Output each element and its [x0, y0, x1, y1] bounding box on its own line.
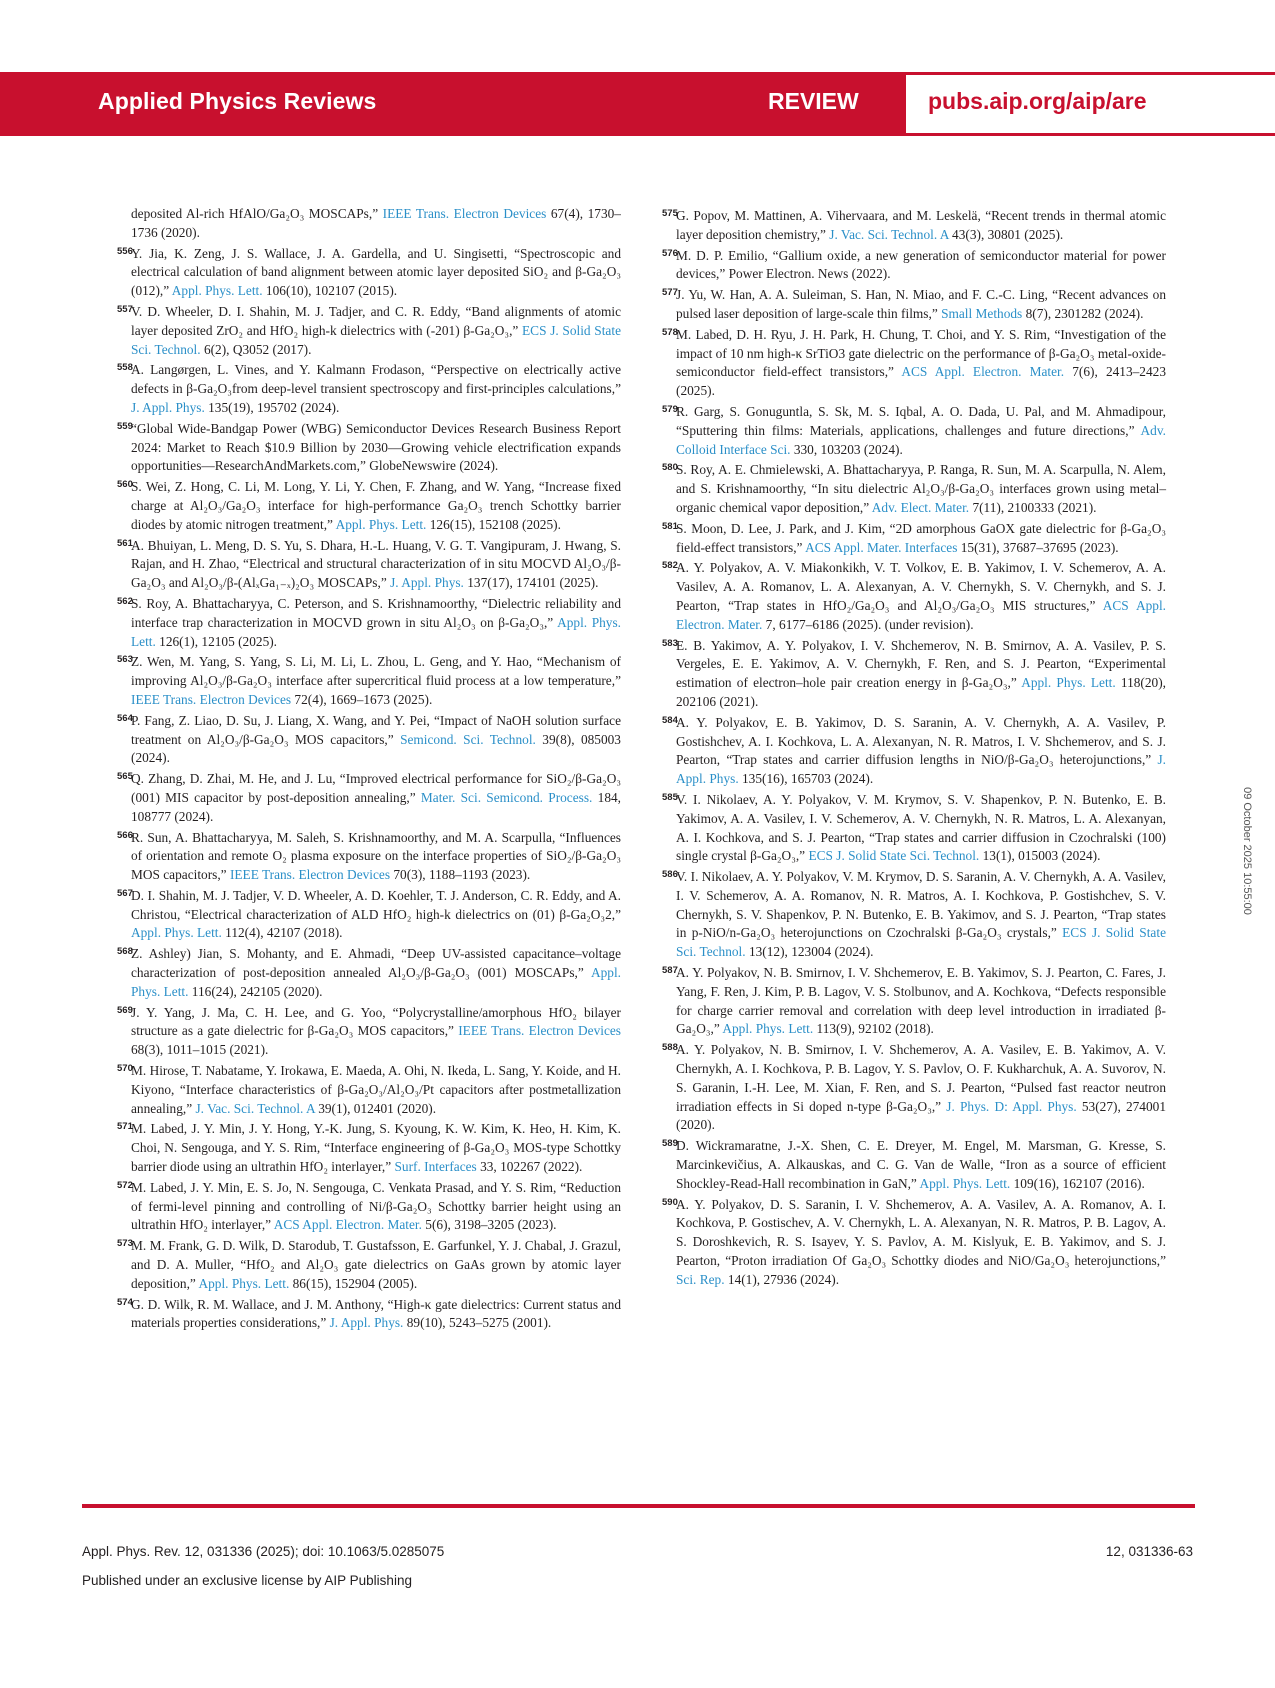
reference-text: J. Yu, W. Han, A. A. Suleiman, S. Han, N. Miao, and F. C.-C. Ling, “Recent advances on pulsed laser deposition of large-scale thin films,” — [676, 287, 1166, 321]
reference-entry — [117, 593, 622, 651]
reference-number: 564 — [117, 712, 133, 724]
reference-number: 574 — [117, 1296, 133, 1308]
reference-number: 565 — [117, 771, 133, 783]
reference-text: R. Garg, S. Gonuguntla, S. Sk, M. S. Iqbal, A. O. Dada, U. Pal, and M. Ahmadipour, “Sputtering thin films: Materials, applications, challenges and future directions,” — [676, 403, 1166, 438]
reference-number: 568 — [117, 946, 133, 958]
reference-journal-link[interactable]: Sci. Rep. — [676, 1271, 725, 1287]
reference-number: 569 — [117, 1004, 133, 1016]
reference-citation-details: 106(10), 102107 (2015). — [262, 283, 398, 299]
reference-number: 576 — [662, 247, 678, 259]
reference-text: R. Sun, A. Bhattacharyya, M. Saleh, S. Krishnamoorthy, and M. A. Scarpulla, “Influences of orientation and remote O₂ plasma exposure on the interface properties of SiO₂/β-Ga₂O₃ MOS capacitors,” — [131, 829, 621, 883]
journal-title: Applied Physics Reviews — [98, 88, 377, 114]
reference-entry — [117, 1002, 621, 1060]
reference-citation-details: 89(10), 5243–5275 (2001). — [403, 1315, 552, 1331]
reference-citation-details: 39(8), 085003 (2024). — [131, 731, 621, 766]
reference-citation-details: 112(4), 42107 (2018). — [221, 925, 343, 941]
reference-citation-details: 330, 103203 (2024). — [790, 441, 903, 457]
reference-journal-link[interactable]: Adv. Colloid Interface Sci. — [676, 422, 1166, 457]
reference-text: A. Langørgen, L. Vines, and Y. Kalmann Frodason, “Perspective on electrically active defects in β-Ga₂O₃from deep-level transient spectroscopy and first-principles calculations,” — [131, 362, 621, 397]
reference-journal-link[interactable]: J. Appl. Phys. — [676, 752, 1166, 787]
reference-number: 589 — [662, 1138, 678, 1150]
reference-citation-details: 184, 108777 (2024). — [131, 789, 621, 824]
reference-number: 559 — [117, 420, 133, 432]
reference-number: 585 — [662, 791, 678, 803]
footer-page-number: 12, 031336-63 — [1105, 1544, 1193, 1559]
reference-citation-details: 67(4), 1730–1736 (2020). — [131, 206, 621, 240]
reference-text: S. Roy, A. Bhattacharyya, C. Peterson, and S. Krishnamoorthy, “Dielectric reliability and interface trap characterization in MOCVD grown in situ Al₂O₃ on β-Ga₂O₃,” — [131, 595, 621, 630]
reference-citation-details: 53(27), 274001 (2020). — [676, 1098, 1166, 1133]
reference-journal-link[interactable]: J. Phys. D: Appl. Phys. — [946, 1098, 1077, 1114]
reference-text: A. Y. Polyakov, A. V. Miakonkikh, V. T. Volkov, E. B. Yakimov, I. V. Schemerov, A. A. Vasilev, A. A. Romanov, L. A. Alexanyan, A. V. Chernykh, S. V. Chernykh, and S. J. Pearton, “Trap states in HfO₂/Ga₂O₃ and Al₂O₃/Ga₂O₃ MIS structures,” — [676, 560, 1166, 613]
reference-entry — [117, 885, 621, 943]
reference-entry — [117, 768, 621, 826]
reference-number: 570 — [117, 1063, 133, 1075]
reference-journal-link[interactable]: ACS Appl. Mater. Interfaces — [805, 539, 958, 555]
reference-citation-details: 39(1), 012401 (2020). — [314, 1100, 437, 1116]
reference-citation-details: 118(20), 202106 (2021). — [676, 675, 1166, 709]
reference-citation-details: 137(17), 174101 (2025). — [463, 575, 599, 591]
reference-number: 577 — [662, 287, 678, 299]
reference-number: 580 — [662, 462, 678, 474]
reference-text: Y. Jia, K. Zeng, J. S. Wallace, J. A. Gardella, and U. Singisetti, “Spectroscopic and electrical calculation of band alignment between atomic layer deposited SiO₂ and β-Ga₂O₃ (012),” — [131, 245, 621, 299]
reference-entry — [662, 712, 1166, 789]
reference-text: A. Y. Polyakov, N. B. Smirnov, I. V. Shchemerov, A. A. Vasilev, E. B. Yakimov, A. V. Chernykh, A. I. Kochkova, P. B. Lagov, Y. S. Pavlov, O. F. Kukharchuk, A. A. Suvorov, N. S. Garanin, I.-H. Lee, M. Xian, F. Ren, and S. J. Pearton, “Pulsed fast reactor neutron irradiation effects in Si doped n-type β-Ga₂O₃,” — [676, 1042, 1166, 1114]
reference-entry — [662, 518, 1166, 558]
reference-text: M. Hirose, T. Nabatame, Y. Irokawa, E. Maeda, A. Ohi, N. Ikeda, L. Sang, Y. Koide, and H. Kiyono, “Interface characteristics of β-Ga₂O₃/Al₂O₃/Pt capacitors after postmetallization annealing,” — [131, 1063, 621, 1116]
reference-text: G. D. Wilk, R. M. Wallace, and J. M. Anthony, “High-κ gate dielectrics: Current status and materials properties considerations,” — [131, 1296, 621, 1331]
reference-text: E. B. Yakimov, A. Y. Polyakov, I. V. Shchemerov, N. B. Smirnov, A. A. Vasilev, P. S. Vergeles, E. E. Yakimov, A. V. Chernykh, F. Ren, and S. J. Pearton, “Experimental estimation of electron–hole pair creation energy in β-Ga₂O₃,” — [676, 637, 1166, 691]
reference-citation-details: 33, 102267 (2022). — [476, 1159, 583, 1175]
reference-entry — [117, 243, 621, 301]
reference-number: 563 — [117, 654, 133, 666]
reference-entry — [117, 1294, 621, 1334]
reference-entry — [662, 962, 1166, 1039]
reference-journal-link[interactable]: Appl. Phys. Lett. — [171, 283, 263, 299]
reference-journal-link[interactable]: ECS J. Solid State Sci. Technol. — [676, 925, 1166, 960]
reference-citation-details: 72(4), 1669–1673 (2025). — [291, 691, 433, 707]
reference-journal-link[interactable]: Adv. Elect. Mater. — [871, 499, 970, 515]
reference-entry — [117, 476, 621, 534]
reference-text: J. Y. Yang, J. Ma, C. H. Lee, and G. Yoo, “Polycrystalline/amorphous HfO₂ bilayer structure as a gate dielectric for β-Ga₂O₃ MOS capacitors,” — [131, 1004, 621, 1039]
reference-journal-link[interactable]: Appl. Phys. Lett. — [131, 965, 621, 999]
reference-text: Z. Ashley) Jian, S. Mohanty, and E. Ahmadi, “Deep UV-assisted capacitance–voltage characterization of post-deposition annealed Al₂O₃/β-Ga₂O₃ (001) MOSCAPs,” — [131, 946, 621, 981]
reference-text: S. Wei, Z. Hong, C. Li, M. Long, Y. Li, Y. Chen, F. Zhang, and W. Yang, “Increase fixed charge at Al₂O₃/Ga₂O₃ interface for high-performance Ga₂O₃ trench Schottky barrier diodes by atomic nitrogen treatment,” — [131, 479, 621, 532]
reference-journal-link[interactable]: J. Appl. Phys. — [329, 1315, 404, 1331]
reference-text: A. Bhuiyan, L. Meng, D. S. Yu, S. Dhara, H.-L. Huang, V. G. T. Vangipuram, J. Hwang, S. Rajan, and H. Zhao, “Electrical and structural characterization of in situ MOCVD Al₂O₃/β-Ga₂O₃ and Al₂O₃/β-(AlₓGa₁₋ₓ)₂O₃ MOSCAPs,” — [131, 537, 621, 591]
section-label: REVIEW — [768, 88, 859, 114]
reference-citation-details: 7, 6177–6186 (2025). (under revision). — [762, 616, 974, 632]
reference-citation-details: 109(16), 162107 (2016). — [1010, 1175, 1145, 1191]
reference-journal-link[interactable]: Small Methods — [941, 305, 1023, 321]
reference-citation-details: 7(6), 2413–2423 (2025). — [676, 364, 1166, 399]
reference-citation-details: 5(6), 3198–3205 (2023). — [421, 1217, 557, 1233]
reference-citation-details: 7(11), 2100333 (2021). — [969, 499, 1097, 515]
reference-text: M. Labed, J. Y. Min, J. Y. Hong, Y.-K. Jung, S. Kyoung, K. W. Kim, K. Heo, H. Kim, K. Choi, N. Sengouga, and Y. S. Rim, “Interface engineering of β-Ga₂O₃ MOS-type Schottky barrier diode using an ultrathin HfO₂ interlayer,” — [131, 1121, 621, 1175]
reference-journal-link[interactable]: Surf. Interfaces — [394, 1159, 477, 1175]
reference-journal-link[interactable]: Appl. Phys. Lett. — [131, 614, 622, 649]
download-timestamp — [1237, 770, 1257, 940]
reference-number: 557 — [117, 303, 133, 315]
reference-entry — [662, 1039, 1166, 1135]
reference-text: V. I. Nikolaev, A. Y. Polyakov, V. M. Krymov, D. S. Saranin, A. V. Chernykh, A. A. Vasilev, I. V. Schemerov, A. A. Romanov, N. R. Matros, A. I. Kochkova, P. Gostishchev, S. V. Chernykh, S. V. Shapenkov, P. N. Butenko, E. B. Yakimov, and S. J. Pearton, “Trap states in p-NiO/n-Ga₂O₃ heterojunctions on Czochralski β-Ga₂O₃ crystals,” — [676, 869, 1166, 941]
reference-number: 561 — [117, 537, 133, 549]
reference-entry — [662, 459, 1166, 517]
reference-entry — [662, 1135, 1166, 1193]
reference-entry — [117, 710, 621, 768]
reference-entry — [131, 205, 621, 243]
reference-journal-link[interactable]: ECS J. Solid State Sci. Technol. — [131, 322, 621, 357]
reference-citation-details: 116(24), 242105 (2020). — [188, 983, 323, 999]
reference-text: M. Labed, D. H. Ryu, J. H. Park, H. Chung, T. Choi, and Y. S. Rim, “Investigation of the impact of 10 nm high-κ SrTiO3 gate dielectric on the performance of β-Ga₂O₃ metal-oxide-semiconductor field-effect transistors,” — [676, 326, 1166, 380]
reference-journal-link[interactable]: ACS Appl. Electron. Mater. — [676, 597, 1166, 632]
reference-citation-details: 13(12), 123004 (2024). — [745, 944, 874, 960]
reference-journal-link[interactable]: ECS J. Solid State Sci. Technol. — [808, 848, 980, 864]
reference-journal-link[interactable]: IEEE Trans. Electron Devices — [131, 691, 292, 707]
reference-number: 590 — [662, 1196, 678, 1208]
reference-number: 566 — [117, 829, 133, 841]
footer-license: Published under an exclusive license by AIP Publishing — [82, 1573, 412, 1588]
reference-journal-link[interactable]: J. Vac. Sci. Technol. A — [829, 226, 949, 242]
reference-citation-details: 126(1), 12105 (2025). — [155, 633, 278, 649]
reference-text: V. D. Wheeler, D. I. Shahin, M. J. Tadjer, and C. R. Eddy, “Band alignments of atomic layer deposited ZrO₂ and HfO₂ high-k dielectrics with (-201) β-Ga₂O₃,” — [131, 303, 621, 338]
reference-journal-link[interactable]: Semicond. Sci. Technol. — [400, 731, 536, 747]
reference-text: M. Labed, J. Y. Min, E. S. Jo, N. Sengouga, C. Venkata Prasad, and Y. S. Rim, “Reduction of fermi-level pinning and controlling of Ni/β-Ga₂O₃ Schottky barrier height using an ultrathin HfO₂ interlayer,” — [131, 1179, 621, 1233]
reference-journal-link[interactable]: Appl. Phys. Lett. — [335, 516, 427, 532]
reference-journal-link[interactable]: J. Appl. Phys. — [131, 399, 205, 415]
reference-citation-details: 135(16), 165703 (2024). — [738, 771, 874, 787]
reference-text: D. Wickramaratne, J.-X. Shen, C. E. Dreyer, M. Engel, M. Marsman, G. Kresse, S. Marcinkevičius, A. Alkauskas, and C. G. Van de Walle, “Iron as a source of efficient Shockley-Read-Hall recombination in GaN,” — [676, 1138, 1166, 1191]
reference-text: deposited Al-rich HfAlO/Ga₂O₃ MOSCAPs,” — [131, 206, 383, 221]
reference-text: S. Moon, D. Lee, J. Park, and J. Kim, “2D amorphous GaOX gate dielectric for β-Ga₂O₃ field-effect transistors,” — [676, 520, 1166, 555]
reference-journal-link[interactable]: J. Appl. Phys. — [390, 575, 464, 591]
reference-citation-details: 113(9), 92102 (2018). — [813, 1021, 934, 1037]
reference-number: 562 — [117, 595, 133, 607]
reference-journal-link[interactable]: Appl. Phys. Lett. — [131, 925, 222, 941]
reference-entry — [662, 1194, 1166, 1290]
footer-rule — [82, 1504, 1195, 1508]
reference-citation-details: 6(2), Q3052 (2017). — [200, 341, 312, 357]
reference-number: 560 — [117, 479, 133, 491]
journal-url-link[interactable]: pubs.aip.org/aip/are — [928, 88, 1147, 114]
reference-number: 558 — [117, 362, 133, 374]
reference-number: 586 — [662, 869, 678, 881]
reference-entry — [117, 651, 621, 709]
reference-entry — [662, 866, 1166, 962]
reference-citation-details: 68(3), 1011–1015 (2021). — [131, 1042, 269, 1058]
reference-number: 578 — [662, 326, 678, 338]
reference-text: M. M. Frank, G. D. Wilk, D. Starodub, T. Gustafsson, E. Garfunkel, Y. J. Chabal, J. Grazul, and D. A. Muller, “HfO₂ and Al₂O₃ gate dielectrics on GaAs grown by atomic layer deposition,” — [131, 1238, 621, 1291]
reference-entry — [117, 827, 621, 885]
reference-citation-details: 8(7), 2301282 (2024). — [1022, 305, 1144, 321]
references-right-column — [662, 205, 1166, 1290]
reference-entry — [117, 359, 621, 417]
reference-text: A. Y. Polyakov, N. B. Smirnov, I. V. Shchemerov, E. B. Yakimov, S. J. Pearton, C. Fares, J. Yang, F. Ren, J. Kim, P. B. Lagov, V. S. Stolbunov, and A. Kochkova, “Defects responsible for charge carrier removal and correlation with deep level introduction in irradiated β-Ga₂O₃,” — [676, 965, 1166, 1037]
reference-citation-details: 86(15), 152904 (2005). — [289, 1275, 418, 1291]
reference-journal-link[interactable]: IEEE Trans. Electron Devices — [458, 1023, 621, 1039]
reference-text: P. Fang, Z. Liao, D. Su, J. Liang, X. Wang, and Y. Pei, “Impact of NaOH solution surface treatment on Al₂O₃/β-Ga₂O₃ MOS capacitors,” — [131, 712, 621, 747]
reference-entry — [662, 635, 1166, 712]
reference-number: 581 — [662, 520, 678, 532]
reference-text: D. I. Shahin, M. J. Tadjer, V. D. Wheeler, A. D. Koehler, T. J. Anderson, C. R. Eddy, and A. Christou, “Electrical characterization of ALD HfO₂ high-k dielectrics on (01) β-Ga₂O₃2,” — [131, 887, 621, 922]
reference-citation-details: 126(15), 152108 (2025). — [426, 516, 561, 532]
reference-journal-link[interactable]: Appl. Phys. Lett. — [919, 1175, 1011, 1191]
reference-entry — [117, 301, 621, 359]
reference-journal-link[interactable]: Appl. Phys. Lett. — [1021, 675, 1116, 691]
reference-journal-link[interactable]: Appl. Phys. Lett. — [198, 1275, 290, 1291]
reference-entry — [662, 245, 1166, 285]
reference-entry — [662, 324, 1166, 401]
reference-entry — [117, 418, 621, 476]
reference-citation-details: 14(1), 27936 (2024). — [724, 1271, 840, 1287]
reference-entry — [117, 535, 621, 593]
reference-text: “Global Wide-Bandgap Power (WBG) Semiconductor Devices Research Business Report 2024: Market to Reach $10.9 Billion by 2030—Growing vehicle electrification expands opportunities—ResearchAndMarkets.com,” GlobeNewswire (2024). — [131, 420, 621, 474]
reference-entry — [662, 789, 1166, 866]
reference-journal-link[interactable]: Mater. Sci. Semicond. Process. — [420, 789, 593, 805]
reference-text: A. Y. Polyakov, E. B. Yakimov, D. S. Saranin, A. V. Chernykh, A. A. Vasilev, P. Gostishchev, A. I. Kochkova, L. A. Alexanyan, N. R. Matros, I. V. Shchemerov, and S. J. Pearton, “Trap states and carrier diffusion lengths in NiO/β-Ga₂O₃ heterojunctions,” — [676, 714, 1166, 768]
download-timestamp-text: 09 October 2025 10:55:00 — [1241, 787, 1253, 915]
reference-citation-details: 135(19), 195702 (2024). — [204, 399, 340, 415]
reference-citation-details: 13(1), 015003 (2024). — [979, 848, 1101, 864]
reference-number: 583 — [662, 637, 678, 649]
reference-entry — [662, 557, 1166, 634]
reference-number: 575 — [662, 208, 678, 219]
reference-text: G. Popov, M. Mattinen, A. Vihervaara, and M. Leskelä, “Recent trends in thermal atomic layer deposition chemistry,” — [676, 208, 1166, 242]
reference-entry — [117, 1060, 621, 1118]
reference-entry — [117, 1235, 621, 1293]
reference-text: A. Y. Polyakov, D. S. Saranin, I. V. Shchemerov, A. A. Vasilev, A. A. Romanov, A. I. Kochkova, P. Gostischev, A. V. Chernykh, L. A. Alexanyan, N. R. Matros, P. B. Lagov, A. S. Doroshkevich, R. S. Isayev, Y. S. Pavlov, A. M. Kislyuk, E. B. Yakimov, and S. J. Pearton, “Proton irradiation Of Ga₂O₃ Schottky diodes and NiO/Ga₂O₃ heterojunctions,” — [676, 1196, 1166, 1269]
reference-number: 572 — [117, 1179, 133, 1191]
reference-citation-details: 15(31), 37687–37695 (2023). — [957, 539, 1119, 555]
reference-number: 571 — [117, 1121, 133, 1133]
reference-journal-link[interactable]: IEEE Trans. Electron Devices — [229, 867, 391, 883]
reference-number: 567 — [117, 887, 133, 899]
reference-number: 579 — [662, 403, 678, 415]
reference-journal-link[interactable]: ACS Appl. Electron. Mater. — [273, 1217, 422, 1233]
reference-entry — [662, 401, 1166, 459]
reference-entry — [662, 284, 1166, 324]
reference-number: 587 — [662, 965, 678, 977]
reference-journal-link[interactable]: J. Vac. Sci. Technol. A — [195, 1100, 315, 1116]
reference-number: 556 — [117, 245, 133, 257]
reference-journal-link[interactable]: Appl. Phys. Lett. — [722, 1021, 814, 1037]
reference-number: 573 — [117, 1238, 133, 1250]
reference-journal-link[interactable]: ACS Appl. Electron. Mater. — [901, 364, 1065, 380]
reference-number: 584 — [662, 714, 678, 726]
footer-citation: Appl. Phys. Rev. 12, 031336 (2025); doi: 10.1063/5.0285075 — [82, 1544, 445, 1559]
reference-citation-details: 43(3), 30801 (2025). — [948, 226, 1064, 242]
reference-text: S. Roy, A. E. Chmielewski, A. Bhattacharyya, P. Ranga, R. Sun, M. A. Scarpulla, N. Alem, and S. Krishnamoorthy, “In situ dielectric Al₂O₃/β-Ga₂O₃ interfaces grown using metal–organic chemical vapor deposition,” — [676, 462, 1166, 515]
reference-entry — [662, 205, 1166, 245]
references-left-column — [117, 205, 622, 1333]
reference-number: 582 — [662, 560, 678, 572]
reference-text: Q. Zhang, D. Zhai, M. He, and J. Lu, “Improved electrical performance for SiO₂/β-Ga₂O₃ (001) MIS capacitor by post-deposition annealing,” — [131, 771, 621, 805]
reference-text: Z. Wen, M. Yang, S. Yang, S. Li, M. Li, L. Zhou, L. Geng, and Y. Hao, “Mechanism of improving Al₂O₃/β-Ga₂O₃ interface after supercritical fluid process at a low temperature,” — [131, 654, 621, 689]
reference-citation-details: 70(3), 1188–1193 (2023). — [390, 867, 531, 883]
reference-entry — [117, 1177, 621, 1235]
reference-number: 588 — [662, 1042, 678, 1054]
reference-text: M. D. P. Emilio, “Gallium oxide, a new generation of semiconductor material for power devices,” Power Electron. News (2022). — [676, 247, 1166, 282]
reference-entry — [117, 943, 621, 1001]
reference-text: V. I. Nikolaev, A. Y. Polyakov, V. M. Krymov, S. V. Shapenkov, P. N. Butenko, E. B. Yakimov, A. A. Vasilev, I. V. Schemerov, A. V. Chernykh, N. R. Matros, L. A. Alexanyan, A. I. Kochkova, and S. J. Pearton, “Trap states and carrier diffusion in Czochralski (100) single crystal β-Ga₂O₃,” — [676, 791, 1166, 864]
reference-entry — [117, 1118, 621, 1176]
reference-journal-link[interactable]: IEEE Trans. Electron Devices — [382, 206, 547, 221]
